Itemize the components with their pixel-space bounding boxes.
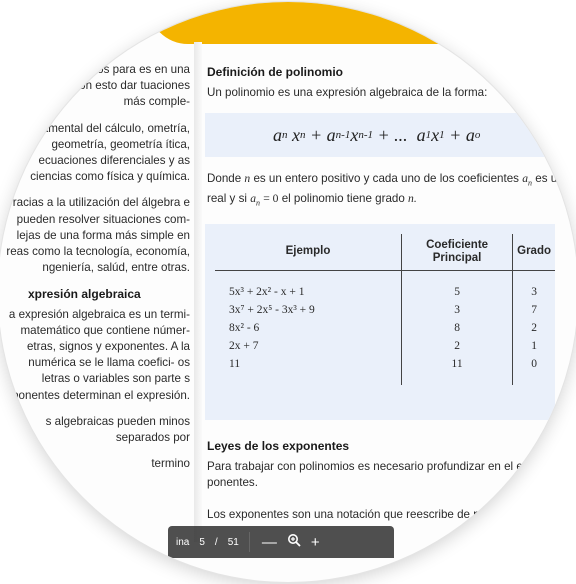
examples-table-box [205, 224, 555, 420]
table-row: 11 11 0 [215, 355, 555, 373]
left-paragraph-3: racias a la utilización del álgebra e pueden resolver situaciones com- lejas de una forma más simple en reas como la tecnología, economía, ngeniería, salúd, entre otras. [6, 196, 190, 275]
definition-title: Definición de polinomio [207, 65, 343, 79]
pdf-toolbar [168, 526, 394, 558]
header-coeficiente: Coeficiente Principal [402, 234, 513, 271]
magnifier-lens [0, 2, 576, 582]
left-paragraph-6: termino [151, 457, 190, 471]
definition-text: Un polinomio es una expresión algebraica de la forma: [207, 86, 488, 99]
left-heading: xpresión algebraica [28, 287, 141, 302]
laws-title: Leyes de los exponentes [207, 438, 350, 453]
table-row: 8x² - 6 8 2 [215, 319, 555, 337]
page-gutter [194, 42, 202, 542]
table-row: 3x⁷ + 2x⁵ - 3x³ + 9 3 7 [215, 301, 555, 319]
table-row: 5x³ + 2x² - x + 1 5 3 [215, 283, 555, 301]
left-column [0, 62, 190, 482]
header-accent-bar [148, 2, 568, 44]
zoom-in-icon[interactable]: + [310, 533, 320, 551]
examples-table [215, 234, 555, 385]
zoom-search-icon[interactable] [287, 533, 301, 551]
page-separator: / [214, 536, 218, 548]
where-text: Donde n es un entero positivo y cada uno de los coeficientes $a_n$ es un real y si $a_n = 0$ el polinomio tiene grado n. [207, 172, 564, 208]
left-paragraph-2: te fundamental del cálculo, ometría, geometría, geometría ítica, ecuaciones diferenciales y as ciencias como física y química. [6, 121, 190, 184]
zoom-out-icon[interactable]: — [261, 533, 277, 551]
exponents-text: Los exponentes son una notación que reescribe de plicación. [207, 507, 522, 521]
header-grado: Grado [513, 234, 555, 271]
header-ejemplo: Ejemplo [215, 234, 402, 271]
laws-text: Para trabajar con polinomios es necesario profundizar en el es ponentes. [207, 459, 529, 489]
toolbar-divider [249, 532, 250, 552]
left-paragraph-1: aticas que y signos para es en una forma diendo con esto dar tuaciones más comple- [2, 63, 190, 109]
current-page[interactable]: 5 [199, 536, 205, 548]
polynomial-formula: a n x n + a n-1 x n-1 + ... a 1 x 1 + a o [205, 113, 545, 157]
page-label: ina [176, 536, 190, 548]
left-paragraph-5: s algebraicas pueden minos separados por [45, 414, 190, 445]
table-row: 2x + 7 2 1 [215, 337, 555, 355]
total-pages: 51 [227, 536, 239, 548]
right-column [207, 64, 567, 523]
left-paragraph-4: a expresión algebraica es un termi- matemático que contiene númer- etras, signos y exponentes. A la numérica se le llama coefici- os letras o variables son parte s exponentes determinan el expresión. [0, 307, 190, 402]
